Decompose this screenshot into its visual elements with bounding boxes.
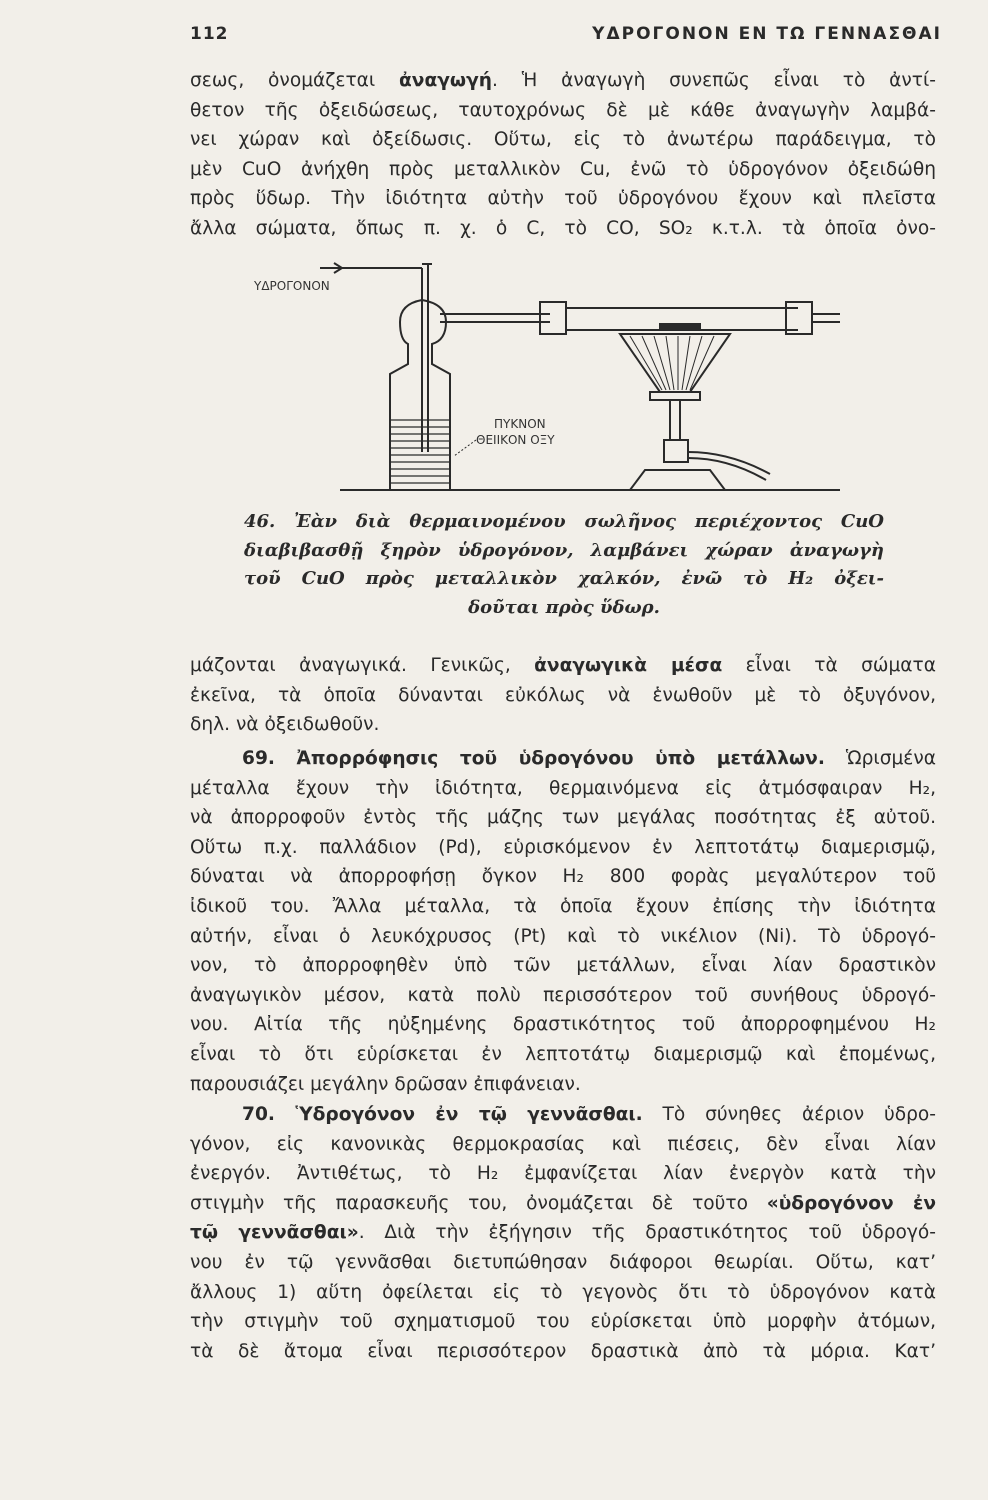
burner-head: [650, 392, 700, 400]
text-span: Ὡρισμένα: [824, 748, 937, 769]
caption-line: δοῦται πρὸς ὕδωρ.: [468, 596, 660, 618]
text-span: σεως, ὀνομάζεται: [190, 70, 400, 91]
text-line: δύναται νὰ ἀπορροφήσῃ ὄγκον H₂ 800 φορὰς μεγαλύτερον τοῦ: [190, 866, 936, 888]
bold-term: ἀναγωγή: [399, 70, 492, 91]
hydrogen-label: ΥΔΡΟΓΟΝΟΝ: [254, 279, 330, 293]
burner-base: [630, 470, 725, 490]
text-span: μάζονται ἀναγωγικά. Γενικῶς,: [190, 655, 535, 676]
page-number: 112: [190, 24, 229, 44]
text-span: εἶναι τὰ σώματα: [722, 655, 936, 676]
text-line: μὲν CuO ἀνήχθη πρὸς μεταλλικὸν Cu, ἐνῶ τὸ ὑδρογόνον ὀξειδώθη: [190, 158, 936, 180]
text-line: [190, 744, 936, 774]
text-span: στιγμὴν τῆς παρασκευῆς του, ὀνομάζεται δὲ τοῦτο: [190, 1192, 767, 1214]
apparatus-figure: [250, 252, 850, 502]
text-line: τὴν στιγμὴν τοῦ σχηματισμοῦ του εὑρίσκεται ὑπὸ μορφὴν ἀτόμων,: [190, 1311, 936, 1333]
caption-line: τοῦ CuO πρὸς μεταλλικὸν χαλκόν, ἐνῶ τὸ H₂ ὀξει-: [244, 568, 884, 589]
text-line: νει χώραν καὶ ὀξείδωσις. Οὕτω, εἰς τὸ ἀνωτέρω παράδειγμα, τὸ: [190, 129, 936, 151]
flame-lines: [630, 336, 714, 390]
text-line: νὰ ἀπορροφοῦν ἐντὸς τῆς μάζης των μεγάλας ποσότητας ἐξ αὐτοῦ.: [190, 807, 936, 829]
text-line: νου ἐν τῷ γεννᾶσθαι διετυπώθησαν διάφοροι θεωρίαι. Οὕτω, κατ’: [190, 1251, 936, 1273]
section-heading: 69. Ἀπορρόφησις τοῦ ὑδρογόνου ὑπὸ μετάλλων.: [242, 748, 825, 769]
reducing-agents-paragraph: [190, 651, 936, 740]
figure-caption: [244, 508, 884, 622]
text-line: εἶναι τὸ ὅτι εὑρίσκεται ἐν λεπτοτάτῳ διαμερισμῷ καὶ ἐπομένως,: [190, 1043, 936, 1065]
text-line: ἀναγωγικὸν μέσον, κατὰ πολὺ περισσότερον τοῦ συνήθους ὑδρογό-: [190, 984, 936, 1006]
bold-term: τῷ γεννᾶσθαι»: [190, 1222, 359, 1244]
text-line: ἰδικοῦ του. Ἄλλα μέταλλα, τὰ ὁποῖα ἔχουν ἐπίσης τὴν ἰδιότητα: [190, 895, 936, 917]
text-line: ἄλλους 1) αὕτη ὀφείλεται εἰς τὸ γεγονὸς ὅτι τὸ ὑδρογόνον κατὰ: [190, 1281, 936, 1303]
text-line: [190, 66, 936, 96]
running-title: ΥΔΡΟΓΟΝΟΝ ΕΝ ΤΩ ΓΕΝΝΑΣΘΑΙ: [592, 24, 942, 44]
text-line: ἐνεργόν. Ἀντιθέτως, τὸ H₂ ἐμφανίζεται λίαν ἐνεργὸν κατὰ τὴν: [190, 1163, 936, 1185]
text-line: [190, 1100, 936, 1130]
intro-paragraph: [190, 66, 936, 244]
burner-valve: [664, 440, 688, 462]
caption-line: 46. Ἐὰν διὰ θερμαινομένου σωλῆνος περιέχοντος CuO: [244, 511, 884, 532]
text-line: δηλ. νὰ ὀξειδωθοῦν.: [190, 714, 380, 736]
text-line: γόνον, εἰς κανονικὰς θερμοκρασίας καὶ πιέσεις, δὲν εἶναι λίαν: [190, 1133, 936, 1155]
section-69: [190, 744, 936, 1099]
text-line: νου. Αἰτία τῆς ηὐξημένης δραστικότητος τοῦ ἀπορροφημένου H₂: [190, 1014, 936, 1036]
text-line: τὰ δὲ ἄτομα εἶναι περισσότερον δραστικὰ ἀπὸ τὰ μόρια. Κατ’: [190, 1340, 936, 1362]
text-line: νον, τὸ ἀπορροφηθὲν ὑπὸ τῶν μετάλλων, εἶναι λίαν δραστικὸν: [190, 955, 936, 977]
text-line: ἐκεῖνα, τὰ ὁποῖα δύνανται εὐκόλως νὰ ἑνωθοῦν μὲ τὸ ὀξυγόνον,: [190, 684, 936, 706]
text-line: Οὕτω π.χ. παλλάδιον (Pd), εὑρισκόμενον ἐν λεπτοτάτῳ διαμερισμῷ,: [190, 836, 936, 858]
text-span: Τὸ σύνηθες ἀέριον ὑδρο-: [642, 1104, 936, 1125]
acid-liquid: [391, 420, 449, 483]
page-header: [190, 24, 942, 48]
text-line: [190, 651, 936, 681]
section-70: [190, 1100, 936, 1366]
acid-label-line1: ΠΥΚΝΟΝ: [494, 417, 546, 431]
text-line: πρὸς ὕδωρ. Τὴν ἰδιότητα αὐτὴν τοῦ ὑδρογόνου ἔχουν καὶ πλεῖστα: [190, 188, 936, 210]
text-span: . Ἡ ἀναγωγὴ συνεπῶς εἶναι τὸ ἀντί-: [491, 70, 937, 91]
bold-term: «ὑδρογόνον ἐν: [766, 1192, 936, 1214]
text-line: παρουσιάζει μεγάλην δρῶσαν ἐπιφάνειαν.: [190, 1073, 581, 1095]
acid-label-line2: ΘΕΙΙΚΟΝ ΟΞΥ: [476, 433, 555, 447]
text-line: αὐτήν, εἶναι ὁ λευκόχρυσος (Pt) καὶ τὸ νικέλιον (Ni). Τὸ ὑδρογό-: [190, 925, 936, 947]
section-heading: 70. Ὑδρογόνον ἐν τῷ γεννᾶσθαι.: [242, 1104, 643, 1125]
text-line: [190, 1218, 936, 1248]
text-line: θετον τῆς ὀξειδώσεως, ταυτοχρόνως δὲ μὲ κάθε ἀναγωγὴν λαμβά-: [190, 99, 936, 121]
text-line: ἄλλα σώματα, ὅπως π. χ. ὁ C, τὸ CO, SO₂ κ.τ.λ. τὰ ὁποῖα ὀνο-: [190, 217, 936, 239]
caption-line: διαβιβασθῇ ξηρὸν ὑδρογόνον, λαμβάνει χώραν ἀναγωγὴ: [244, 539, 884, 561]
cuo-sample: [660, 324, 700, 330]
bold-term: ἀναγωγικὰ μέσα: [534, 655, 723, 676]
text-line: μέταλλα ἔχουν τὴν ἰδιότητα, θερμαινόμενα εἰς ἀτμόσφαιραν H₂,: [190, 777, 936, 799]
burner-flame: [620, 334, 730, 392]
left-stopper: [540, 302, 566, 334]
text-line: [190, 1189, 936, 1219]
text-span: . Διὰ τὴν ἐξήγησιν τῆς δραστικότητος τοῦ ὑδρογό-: [358, 1222, 936, 1244]
